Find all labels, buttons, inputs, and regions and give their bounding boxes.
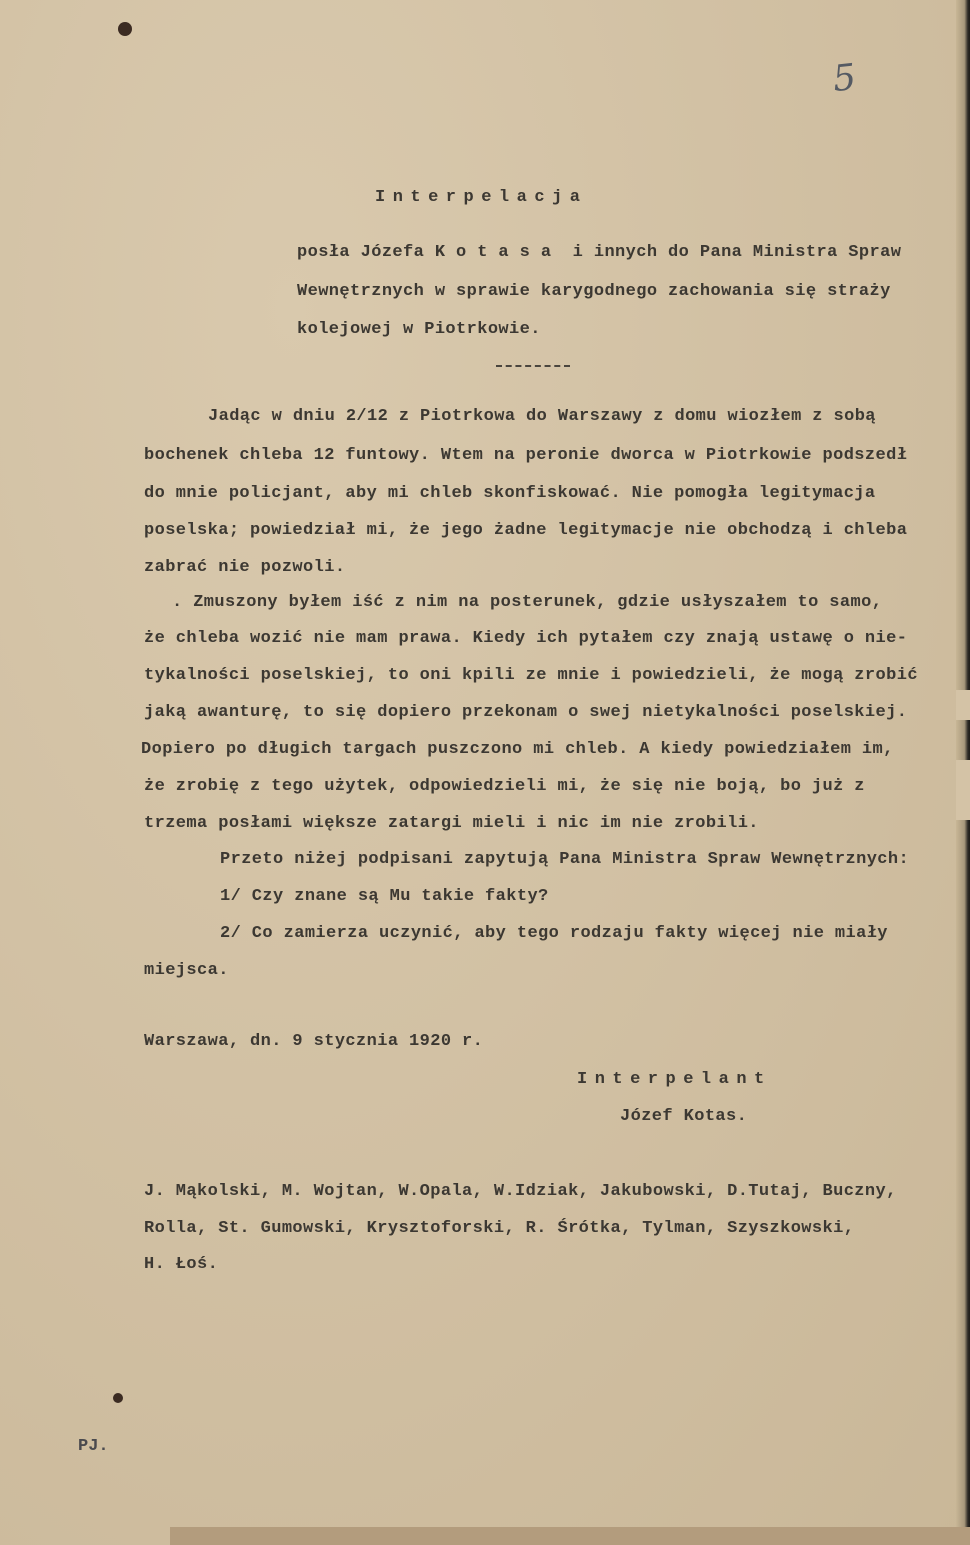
torn-right-edge bbox=[956, 0, 970, 1545]
body-p2-line-6: że zrobię z tego użytek, odpowiedzieli mi, że się nie boją, bo już z bbox=[144, 777, 865, 796]
body-p2-line-7: trzema posłami większe zatargi mieli i nic im nie zrobili. bbox=[144, 814, 759, 833]
typist-initials: PJ. bbox=[78, 1437, 109, 1456]
body-p3: Przeto niżej podpisani zapytują Pana Ministra Spraw Wewnętrznych: bbox=[220, 850, 910, 869]
cosigners-line-1: J. Mąkolski, M. Wojtan, W.Opala, W.Idziak, Jakubowski, D.Tutaj, Buczny, bbox=[144, 1182, 897, 1201]
body-p2-line-2: że chleba wozić nie mam prawa. Kiedy ich pytałem czy znają ustawę o nie- bbox=[144, 629, 908, 648]
cosigners-line-3: H. Łoś. bbox=[144, 1255, 219, 1274]
signature-role: Interpelant bbox=[577, 1070, 772, 1089]
body-p2-line-3: tykalności poselskiej, to oni kpili ze mnie i powiedzieli, że mogą zrobić bbox=[144, 666, 918, 685]
body-p2-line-5: Dopiero po długich targach puszczono mi chleb. A kiedy powiedziałem im, bbox=[141, 740, 894, 759]
subtitle-line-3: kolejowej w Piotrkowie. bbox=[297, 320, 541, 339]
body-p2-line-1: . Zmuszony byłem iść z nim na posterunek, gdzie usłyszałem to samo, bbox=[172, 593, 883, 612]
signature-name: Józef Kotas. bbox=[620, 1107, 748, 1126]
body-p1-line-2: bochenek chleba 12 funtowy. Wtem na peronie dworca w Piotrkowie podszedł bbox=[144, 446, 908, 465]
body-p1-line-5: zabrać nie pozwoli. bbox=[144, 558, 346, 577]
question-2: 2/ Co zamierza uczynić, aby tego rodzaju fakty więcej nie miały bbox=[220, 924, 888, 943]
subtitle-line-2: Wewnętrznych w sprawie karygodnego zachowania się straży bbox=[297, 282, 891, 301]
separator-rule bbox=[496, 365, 570, 367]
body-p2-line-4: jaką awanturę, to się dopiero przekonam o swej nietykalności poselskiej. bbox=[144, 703, 908, 722]
date-line: Warszawa, dn. 9 stycznia 1920 r. bbox=[144, 1032, 484, 1051]
cosigners-line-2: Rolla, St. Gumowski, Krysztoforski, R. Śrótka, Tylman, Szyszkowski, bbox=[144, 1219, 855, 1238]
question-1: 1/ Czy znane są Mu takie fakty? bbox=[220, 887, 549, 906]
ink-spot-top bbox=[118, 22, 132, 36]
subtitle-line-1: posła Józefa K o t a s a i innych do Pana Ministra Spraw bbox=[297, 243, 902, 262]
body-p1-line-4: poselska; powiedział mi, że jego żadne legitymacje nie obchodzą i chleba bbox=[144, 521, 908, 540]
question-2-continued: miejsca. bbox=[144, 961, 229, 980]
document-title: Interpelacja bbox=[375, 188, 588, 207]
bottom-stain bbox=[170, 1527, 970, 1545]
body-p1-line-3: do mnie policjant, aby mi chleb skonfiskować. Nie pomogła legitymacja bbox=[144, 484, 876, 503]
page-number: 5 bbox=[830, 56, 858, 101]
ink-spot-bottom bbox=[113, 1393, 123, 1403]
body-p1-line-1: Jadąc w dniu 2/12 z Piotrkowa do Warszawy z domu wiozłem z sobą bbox=[208, 407, 876, 426]
